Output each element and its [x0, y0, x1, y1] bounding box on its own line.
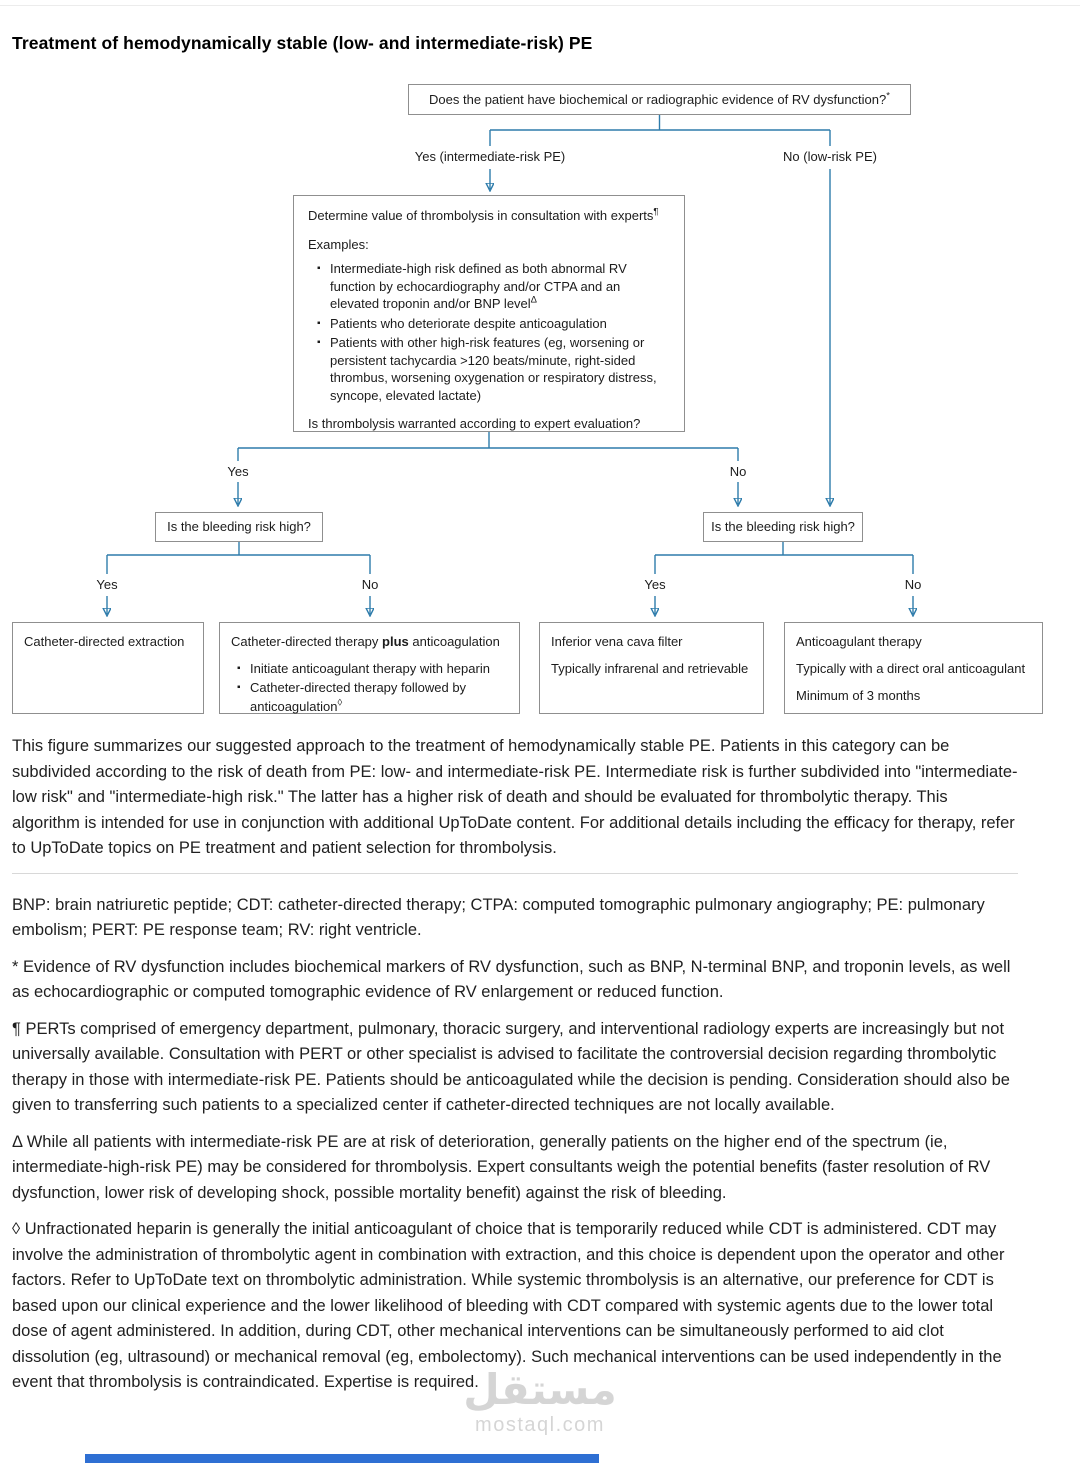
bottom-blue-bar [85, 1454, 599, 1463]
bleeding-left-yes-label: Yes [96, 577, 118, 592]
bleeding-left-no-label: No [361, 577, 379, 592]
expert-criterion-text: Patients who deteriorate despite anticoagulation [330, 315, 607, 331]
cdt-steps-list [237, 659, 508, 716]
outcome-title-text: Catheter-directed therapy [231, 634, 383, 649]
outcome-title: Inferior vena cava filter [551, 634, 683, 649]
examples-label: Examples: [308, 236, 369, 252]
cdt-step-text: Catheter-directed therapy followed by anticoagulation [250, 680, 467, 714]
outcome-cdt-box [219, 622, 520, 714]
outcome-anticoagulant-box [784, 622, 1043, 714]
footnote-delta: Δ While all patients with intermediate-risk PE are at risk of deterioration, generally patients on the higher end of the spectrum (ie, intermediate-high-risk PE) may be considered for thrombolysis. Expert consultants weigh the potential benefits (faster resolution of RV dysfunction, lower risk of developing shock, possible mortality benefit) against the risk of bleeding. [12, 1132, 991, 1202]
section-divider [12, 873, 1018, 874]
watermark-arabic-text: مستقل [463, 1366, 617, 1413]
outcome-detail: Typically infrarenal and retrievable [551, 661, 749, 676]
root-question-footnote-mark: * [886, 90, 890, 102]
bleeding-risk-question-right: Is the bleeding risk high? [703, 512, 863, 542]
outcome-title: Anticoagulant therapy [796, 634, 922, 649]
expert-consultation-box [293, 195, 685, 432]
expert-criterion-item [317, 315, 670, 333]
expert-criterion-item [317, 260, 670, 313]
outcome-ivc-filter-box [539, 622, 764, 714]
expert-criterion-text: Patients with other high-risk features (eg, worsening or persistent tachycardia >120 beats/minute, right-sided thrombus, worsening oxygenation or respiratory distress, syncope, elevated lactate) [330, 335, 657, 403]
expert-criterion-text: Intermediate-high risk defined as both abnormal RV function by echocardiography and/or CTPA and an elevated troponin and/or BNP level [330, 261, 627, 311]
expert-box-footnote-mark: ¶ [653, 206, 659, 218]
root-question-label: Does the patient have biochemical or radiographic evidence of RV dysfunction? [429, 91, 887, 107]
page-title: Treatment of hemodynamically stable (low- and intermediate-risk) PE [12, 33, 593, 53]
branch-label-yes-intermediate-risk: Yes (intermediate-risk PE) [414, 149, 566, 164]
footnote-asterisk: * Evidence of RV dysfunction includes biochemical markers of RV dysfunction, such as BNP, N-terminal BNP, and troponin levels, as well as echocardiographic or computed tomographic evidence of RV enlargement or reduced function. [12, 957, 1011, 1001]
thrombolysis-no-label: No [729, 464, 747, 479]
branch-label-no-low-risk: No (low-risk PE) [783, 149, 877, 164]
cdt-step-item [237, 678, 508, 716]
cdt-step-text: Initiate anticoagulant therapy with heparin [250, 661, 490, 676]
expert-criteria-list [317, 260, 670, 404]
watermark-latin-text: mostaql.com [475, 1414, 605, 1436]
root-question-text [429, 92, 890, 108]
outcome-title: Catheter-directed extraction [24, 634, 185, 649]
root-question-box [408, 84, 911, 115]
footnote-pilcrow: ¶ PERTs comprised of emergency department, pulmonary, thoracic surgery, and interventional radiology experts are increasingly but not universally available. Consultation with PERT or other specialist is advised to facilitate the controversial decision regarding thrombolytic therapy in those with intermediate-risk PE. Patients should be anticoagulated while the decision is pending. Consideration should also be given to transferring such patients to a specialized center if catheter-directed techniques are not locally available. [12, 1019, 1010, 1114]
expert-box-title [308, 207, 670, 225]
abbreviations: BNP: brain natriuretic peptide; CDT: catheter-directed therapy; CTPA: computed tomographic pulmonary angiography; PE: pulmonary embolism; PERT: PE response team; RV: right ventricle. [12, 895, 985, 939]
bleeding-risk-question-left: Is the bleeding risk high? [155, 512, 323, 542]
outcome-title [231, 632, 508, 651]
expert-criterion-item [317, 334, 670, 404]
notes-section [12, 734, 1018, 1407]
bleeding-right-yes-label: Yes [644, 577, 666, 592]
outcome-catheter-extraction-box [12, 622, 204, 714]
figure-caption: This figure summarizes our suggested approach to the treatment of hemodynamically stable PE. Patients in this category can be subdivided according to the risk of death from PE: low- and intermediate-risk PE. Intermediate risk is further subdivided into "intermediate-low risk" and "intermediate-high risk." The latter has a higher risk of death and should be evaluated for thrombolytic therapy. This algorithm is intended for use in conjunction with additional UpToDate content. For additional details including the efficacy for therapy, refer to UpToDate topics on PE treatment and patient selection for thrombolysis. [12, 737, 1018, 857]
footnote-lozenge: ◊ Unfractionated heparin is generally the initial anticoagulant of choice that is temporarily reduced while CDT is administered. CDT may involve the administration of thrombolytic agent in combination with extraction, and this choice is dependent upon the operator and other factors. Refer to UpToDate text on thrombolytic administration. While systemic thrombolysis is an alternative, our preference for CDT is based upon our clinical experience and the lower likelihood of bleeding with CDT compared with systemic agents due to the lower total dose of agent administered. In addition, during CDT, other mechanical interventions can be simultaneously performed to aid clot dissolution (eg, ultrasound) or mechanical removal (eg, embolectomy). Such mechanical interventions can be used independently in the event that thrombolysis is contraindicated. Expertise is required. [12, 1220, 1005, 1391]
cdt-step-footnote-mark: ◊ [337, 697, 343, 709]
cdt-step-item [237, 659, 508, 678]
outcome-title-emphasis: plus [382, 634, 409, 649]
bleeding-right-no-label: No [904, 577, 922, 592]
top-divider [0, 5, 1080, 6]
expert-criterion-footnote-mark: Δ [530, 294, 538, 306]
thrombolysis-yes-label: Yes [227, 464, 249, 479]
outcome-title-text: anticoagulation [408, 634, 500, 649]
expert-box-title-text: Determine value of thrombolysis in consultation with experts [308, 208, 654, 223]
expert-box-question: Is thrombolysis warranted according to expert evaluation? [308, 416, 641, 431]
outcome-detail: Typically with a direct oral anticoagulant [796, 661, 1026, 676]
outcome-detail: Minimum of 3 months [796, 688, 921, 703]
